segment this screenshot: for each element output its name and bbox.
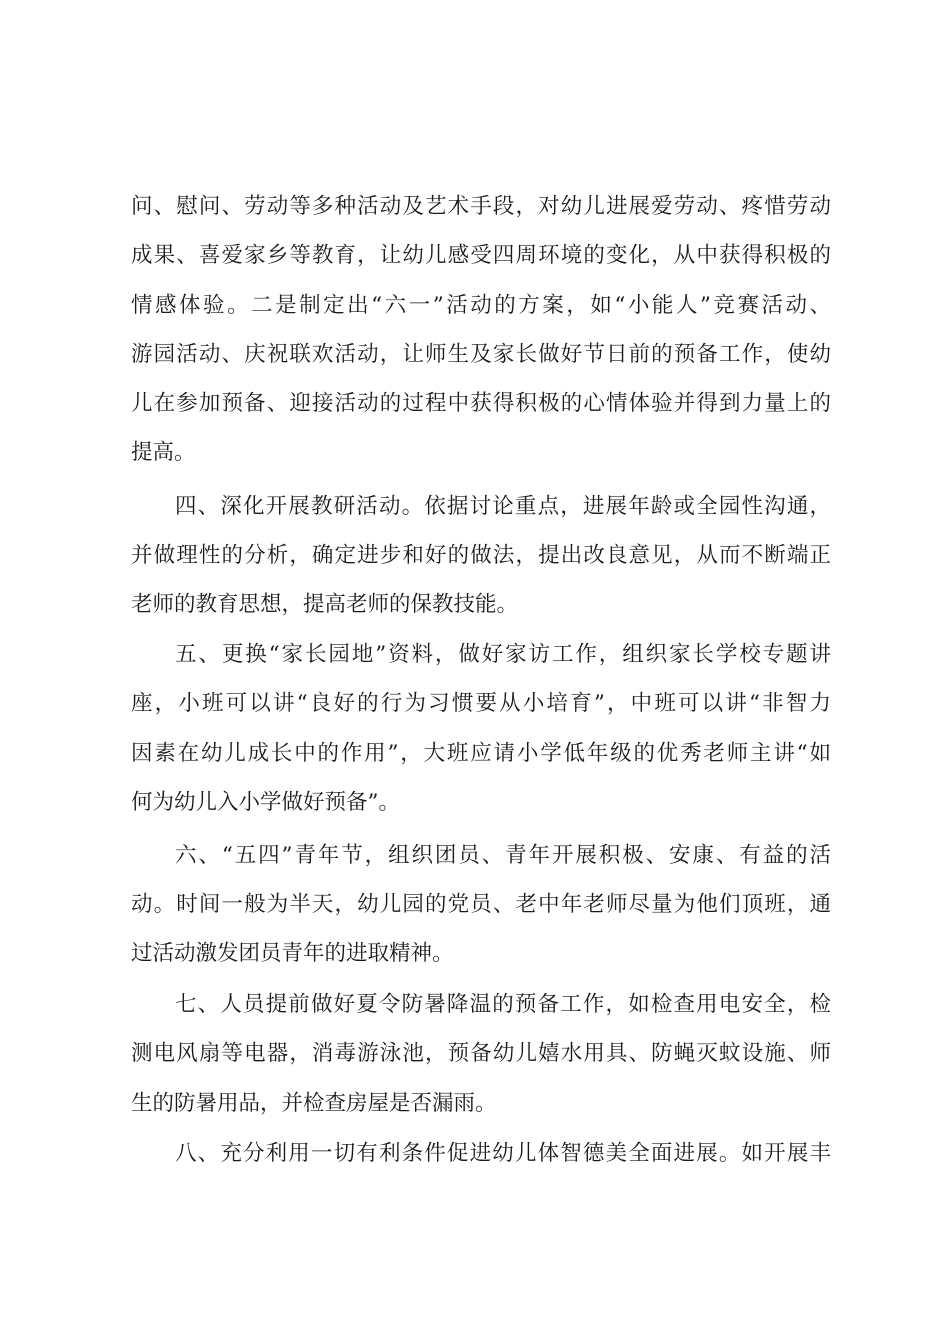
text-line: 测电风扇等电器，消毒游泳池，预备幼儿嬉水用具、防蝇灭蚊设施、师 bbox=[131, 1041, 831, 1066]
text-line: 并做理性的分析，确定进步和好的做法，提出改良意见，从而不断端正 bbox=[131, 543, 831, 568]
text-line: 动。时间一般为半天，幼儿园的党员、老中年老师尽量为他们顶班，通 bbox=[131, 892, 831, 917]
text-line: 老师的教育思想，提高老师的保教技能。 bbox=[131, 592, 519, 617]
text-line: 情感体验。二是制定出“六一”活动的方案，如“小能人”竞赛活动、 bbox=[131, 293, 831, 318]
text-line: 问、慰问、劳动等多种活动及艺术手段，对幼儿进展爱劳动、疼惜劳动 bbox=[131, 194, 831, 219]
text-line: 六、“五四”青年节，组织团员、青年开展积极、安康、有益的活 bbox=[175, 843, 831, 868]
text-line: 提高。 bbox=[131, 440, 196, 465]
text-line: 五、更换“家长园地”资料，做好家访工作，组织家长学校专题讲 bbox=[175, 642, 831, 667]
text-line: 生的防暑用品，并检查房屋是否漏雨。 bbox=[131, 1091, 497, 1116]
text-line: 因素在幼儿成长中的作用”，大班应请小学低年级的优秀老师主讲“如 bbox=[131, 741, 831, 766]
text-line: 过活动激发团员青年的进取精神。 bbox=[131, 941, 454, 966]
text-line: 儿在参加预备、迎接活动的过程中获得积极的心情体验并得到力量上的 bbox=[131, 391, 831, 416]
text-line: 座，小班可以讲“良好的行为习惯要从小培育”，中班可以讲“非智力 bbox=[131, 691, 831, 716]
text-line: 四、深化开展教研活动。依据讨论重点，进展年龄或全园性沟通， bbox=[175, 494, 831, 519]
text-line: 八、充分利用一切有利条件促进幼儿体智德美全面进展。如开展丰 bbox=[175, 1141, 831, 1166]
text-line: 游园活动、庆祝联欢活动，让师生及家长做好节日前的预备工作，使幼 bbox=[131, 342, 831, 367]
text-line: 成果、喜爱家乡等教育，让幼儿感受四周环境的变化，从中获得积极的 bbox=[131, 243, 831, 268]
text-line: 七、人员提前做好夏令防暑降温的预备工作，如检查用电安全，检 bbox=[175, 992, 831, 1017]
text-line: 何为幼儿入小学做好预备”。 bbox=[131, 790, 400, 815]
